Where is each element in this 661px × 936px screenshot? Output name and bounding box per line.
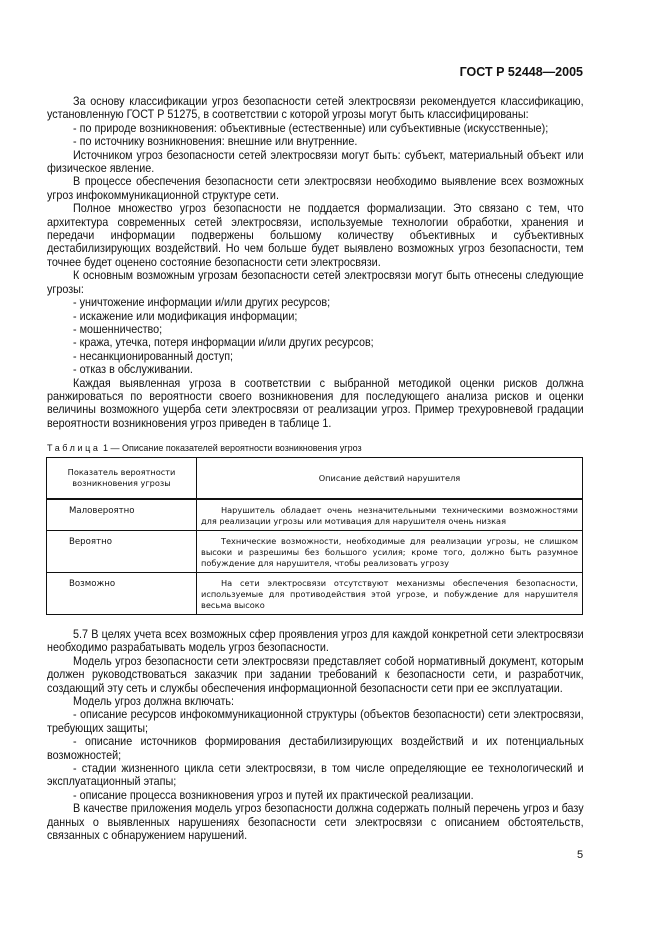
paragraph: Модель угроз должна включать:	[73, 695, 235, 709]
paragraph: Полное множество угроз безопасности не поддается формализации. Это связано с тем, что архитектура современных сетей электросвязи, используемые технологии обработки, хранения и передачи информации подвержены большому количеству объективных и субъективных дестабилизирующих воздействий. Но чем больше будет выявлено возможных угроз безопасности, тем точнее будет оценено состояние безопасности сети электросвязи.	[47, 202, 584, 269]
column-header-level: Показатель вероятности возникновения угрозы	[47, 458, 197, 500]
paragraph: За основу классификации угроз безопасности сетей электросвязи рекомендуется классификацию, установленную ГОСТ Р 51275, в соответствии с которой угрозы могут быть классифицированы:	[47, 95, 584, 122]
table-row	[47, 499, 583, 531]
paragraph: Каждая выявленная угроза в соответствии с выбранной методикой оценки рисков должна ранжироваться по вероятности своего возникновения для последующего анализа рисков и оценки величины возможного ущерба сети электросвязи от реализации угроз. Пример трехуровневой градации вероятности возникновения угроз приведен в таблице 1.	[47, 376, 584, 430]
list-item: - отказ в обслуживании.	[73, 363, 193, 377]
cell-description	[197, 499, 583, 531]
list-item: - стадии жизненного цикла сети электросвязи, в том числе определяющие ее технологический и эксплуатационный этапы;	[47, 762, 584, 789]
cell-level: Возможно	[47, 573, 197, 615]
list-item: - уничтожение информации и/или других ресурсов;	[73, 296, 331, 310]
list-item: - мошенничество;	[73, 322, 163, 336]
paragraph: 5.7 В целях учета всех возможных сфер проявления угроз для каждой конкретной сети электросвязи необходимо разрабатывать модель угроз безопасности.	[47, 628, 584, 655]
paragraph: В процессе обеспечения безопасности сети электросвязи необходимо выявление всех возможных угроз инфокоммуникационной структуре сети.	[47, 175, 584, 202]
paragraph: Модель угроз безопасности сети электросвязи представляет собой нормативный документ, которым должен руководствоваться заказчик при задании требований к безопасности сети, и разработчик, создающий эту сеть и службы обеспечения информационной безопасности сети при ее эксплуатации.	[47, 654, 584, 695]
document-header: ГОСТ Р 52448—2005	[459, 65, 583, 79]
list-item: - кража, утечка, потеря информации и/или других ресурсов;	[73, 336, 374, 350]
list-item: - описание источников формирования дестабилизирующих воздействий и их потенциальных возможностей;	[47, 735, 584, 762]
list-item: - по источнику возникновения: внешние или внутренние.	[73, 135, 358, 149]
section-classification	[47, 95, 584, 430]
table-row	[47, 573, 583, 615]
list-item: - описание процесса возникновения угроз и путей их практической реализации.	[73, 788, 474, 802]
cell-level: Вероятно	[47, 531, 197, 573]
description-text: На сети электросвязи отсутствуют механизмы обеспечения безопасности, используемые для противодействия этой угрозе, и побуждение для нарушителя весьма высоко	[201, 578, 578, 610]
table-header-row	[47, 458, 583, 500]
table-caption-label: Таблица	[47, 443, 101, 453]
description-text: Технические возможности, необходимые для реализации угрозы, не слишком высоки и разрешимы без большого усилия; кроме того, должно быть разумное побуждение для нарушителя, чтобы реализовать угрозу	[201, 536, 578, 568]
description-text: Нарушитель обладает очень незначительными техническими возможностями для реализации угрозы или мотивация для нарушителя очень низкая	[201, 505, 578, 526]
cell-level: Маловероятно	[47, 499, 197, 531]
paragraph: К основным возможным угрозам безопасности сетей электросвязи могут быть отнесены следующие угрозы:	[47, 269, 584, 296]
page-number: 5	[577, 849, 584, 861]
table-caption	[47, 443, 362, 453]
list-item: - описание ресурсов инфокоммуникационной структуры (объектов безопасности) сети электросвязи, требующих защиты;	[47, 708, 584, 735]
section-threat-model	[47, 628, 584, 843]
list-item: - несанкционированный доступ;	[73, 349, 234, 363]
list-item: - искажение или модификация информации;	[73, 309, 298, 323]
table-row	[47, 531, 583, 573]
threat-probability-table	[46, 457, 583, 615]
column-header-description: Описание действий нарушителя	[197, 458, 583, 500]
paragraph: Источником угроз безопасности сетей электросвязи могут быть: субъект, материальный объект или физическое явление.	[47, 148, 584, 176]
table-caption-title: 1 — Описание показателей вероятности возникновения угроз	[103, 443, 362, 453]
paragraph: В качестве приложения модель угроз безопасности должна содержать полный перечень угроз и базу данных о выявленных нарушениях безопасности сети электросвязи с описанием обстоятельств, связанных с обнаружением нарушений.	[47, 802, 584, 843]
cell-description	[197, 531, 583, 573]
cell-description	[197, 573, 583, 615]
list-item: - по природе возникновения: объективные (естественные) или субъективные (искусственные);	[73, 121, 549, 135]
